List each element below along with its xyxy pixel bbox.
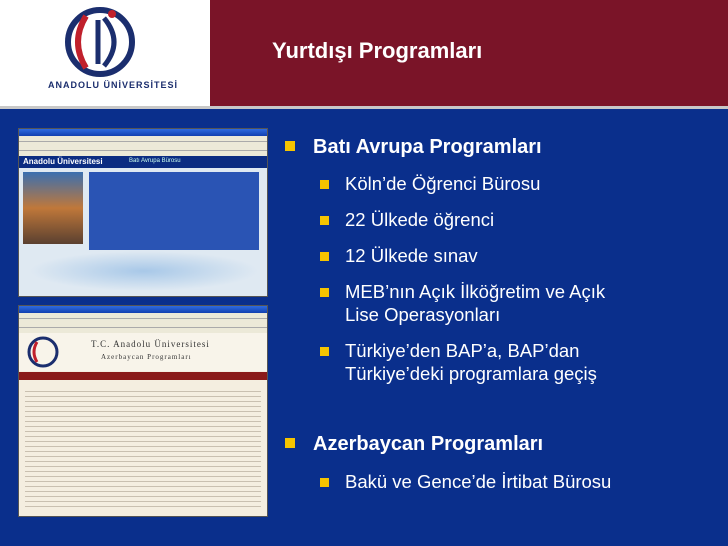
site-banner-title: Anadolu Üniversitesi bbox=[23, 157, 103, 166]
slide-title: Yurtdışı Programları bbox=[272, 38, 483, 63]
list-item: Bakü ve Gence’de İrtibat Bürosu bbox=[345, 471, 612, 492]
screenshot-bati-avrupa bbox=[18, 128, 268, 297]
site-header bbox=[19, 333, 267, 371]
water-ripple bbox=[29, 251, 259, 291]
list-item: Köln’de Öğrenci Bürosu bbox=[345, 173, 541, 194]
site-subtitle: Azerbaycan Programları bbox=[101, 353, 192, 361]
section-title-bati-avrupa: Batı Avrupa Programları bbox=[313, 136, 542, 158]
site-logo-icon bbox=[23, 334, 63, 370]
list-item: 12 Ülkede sınav bbox=[345, 245, 478, 266]
site-title: T.C. Anadolu Üniversitesi bbox=[91, 339, 210, 349]
site-banner bbox=[19, 156, 267, 168]
site-content bbox=[25, 387, 261, 507]
bullet-square-icon bbox=[320, 478, 329, 487]
bullet-square-icon bbox=[285, 141, 295, 151]
logo-text: ANADOLU ÜNİVERSİTESİ bbox=[48, 80, 179, 90]
webpage-body bbox=[19, 333, 267, 516]
bullet-square-icon bbox=[320, 288, 329, 297]
section-title-azerbaycan: Azerbaycan Programları bbox=[313, 433, 544, 455]
slide-header bbox=[0, 0, 728, 106]
header-divider bbox=[0, 106, 728, 109]
university-logo-icon bbox=[0, 0, 210, 80]
list-item: Türkiye’den BAP’a, BAP’dan bbox=[345, 340, 580, 361]
site-nav bbox=[89, 172, 259, 250]
list-item-continuation: Türkiye’deki programlara geçiş bbox=[345, 363, 597, 384]
window-titlebar bbox=[19, 306, 267, 313]
list-item: MEB’nın Açık İlköğretim ve Açık bbox=[345, 281, 606, 302]
window-toolbar bbox=[19, 142, 267, 151]
list-item: 22 Ülkede öğrenci bbox=[345, 209, 495, 230]
window-titlebar bbox=[19, 129, 267, 136]
webpage-body bbox=[19, 156, 267, 296]
site-navbar bbox=[19, 372, 267, 380]
bullet-square-icon bbox=[320, 347, 329, 356]
site-photo bbox=[23, 172, 83, 244]
list-item-continuation: Lise Operasyonları bbox=[345, 304, 501, 325]
bullet-square-icon bbox=[320, 216, 329, 225]
bullet-square-icon bbox=[285, 438, 295, 448]
window-toolbar bbox=[19, 319, 267, 328]
logo-area bbox=[0, 0, 210, 106]
site-banner-subtitle: Batı Avrupa Bürosu bbox=[129, 158, 181, 164]
bullet-square-icon bbox=[320, 252, 329, 261]
screenshot-azerbaycan bbox=[18, 305, 268, 517]
bullet-square-icon bbox=[320, 180, 329, 189]
